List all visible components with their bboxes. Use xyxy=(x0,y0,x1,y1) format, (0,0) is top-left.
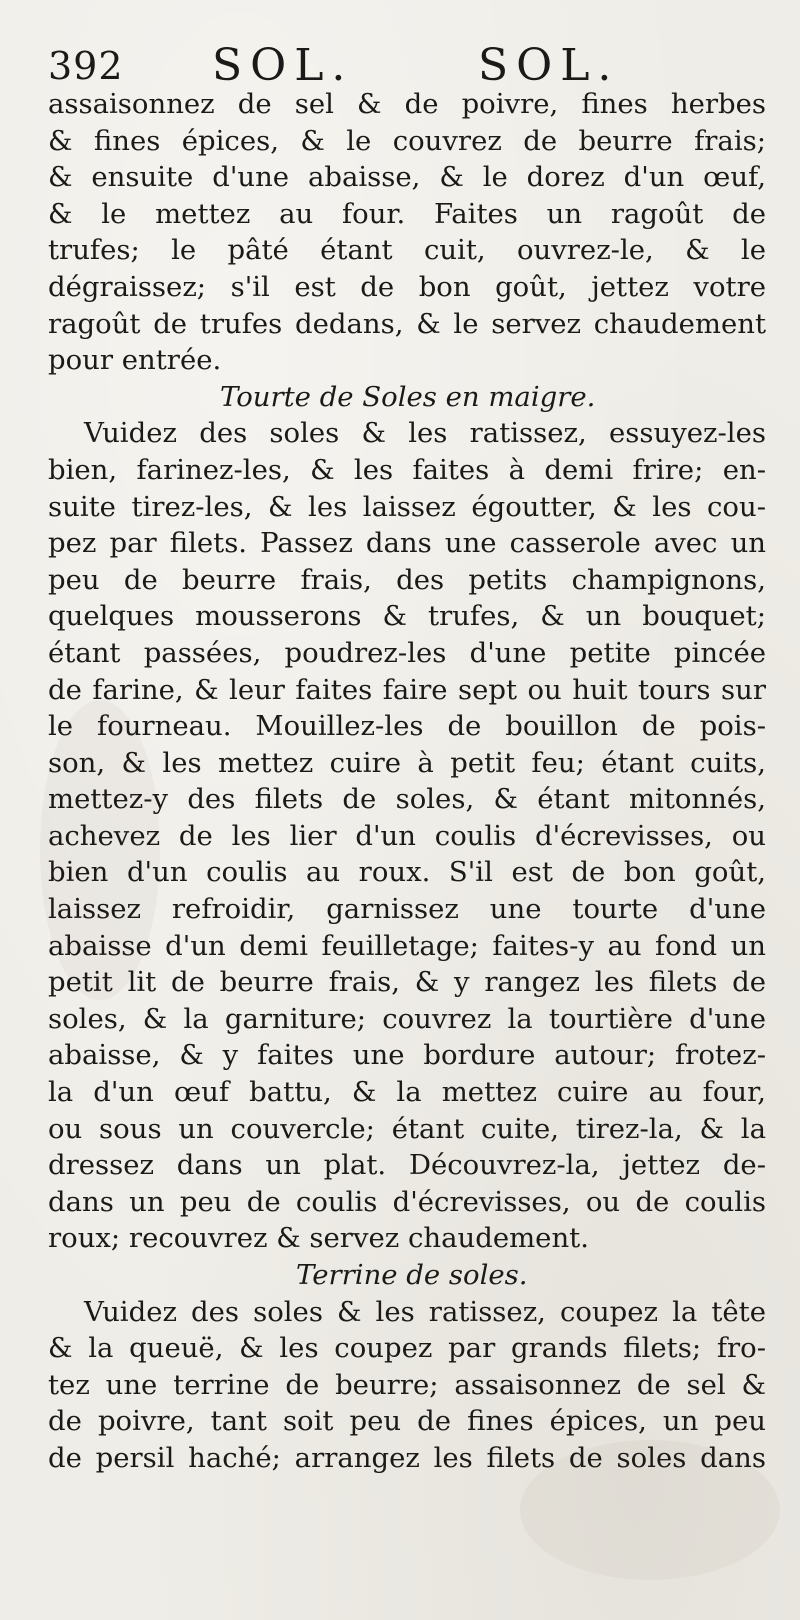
text-line: achevez de les lier d'un coulis d'écrevisses, ou xyxy=(48,819,766,852)
text-line: la d'un œuf battu, & la mettez cuire au four, xyxy=(48,1076,766,1109)
text-line: quelques mousserons & trufes, & un bouquet; xyxy=(48,600,766,633)
text-line: Vuidez des soles & les ratissez, coupez la tête xyxy=(84,1295,766,1328)
text-line: & le mettez au four. Faites un ragoût de xyxy=(48,197,766,230)
body-text xyxy=(48,86,766,1477)
text-line: & fines épices, & le couvrez de beurre frais; xyxy=(48,124,766,157)
text-line: dans un peu de coulis d'écrevisses, ou de coulis xyxy=(48,1185,766,1218)
text-line: ou sous un couvercle; étant cuite, tirez-la, & la xyxy=(48,1112,766,1145)
text-line: roux; recouvrez & servez chaudement. xyxy=(48,1222,589,1255)
text-line: peu de beurre frais, des petits champignons, xyxy=(48,563,766,596)
text-line: abaisse, & y faites une bordure autour; frotez- xyxy=(48,1039,766,1072)
page-header xyxy=(48,40,748,90)
text-line: bien, farinez-les, & les faites à demi frire; en- xyxy=(48,453,766,486)
text-line: & la queuë, & les coupez par grands filets; fro- xyxy=(48,1332,766,1365)
text-line: soles, & la garniture; couvrez la tourtière d'une xyxy=(48,1002,766,1035)
text-line: & ensuite d'une abaisse, & le dorez d'un œuf, xyxy=(48,161,766,194)
text-line: de persil haché; arrangez les filets de soles dans xyxy=(48,1441,766,1474)
text-line: de poivre, tant soit peu de fines épices, un peu xyxy=(48,1405,766,1438)
text-line: Vuidez des soles & les ratissez, essuyez-les xyxy=(84,417,766,450)
text-line: petit lit de beurre frais, & y rangez les filets de xyxy=(48,966,766,999)
text-line: tez une terrine de beurre; assaisonnez de sel & xyxy=(48,1368,766,1401)
text-line: laissez refroidir, garnissez une tourte d'une xyxy=(48,893,766,926)
running-head-left: SOL. xyxy=(212,40,354,91)
text-line: de farine, & leur faites faire sept ou huit tours sur xyxy=(48,673,766,706)
recipe-heading: Tourte de Soles en maigre. xyxy=(220,380,596,413)
text-line: le fourneau. Mouillez-les de bouillon de pois- xyxy=(48,710,766,743)
text-line: ragoût de trufes dedans, & le servez chaudement xyxy=(48,307,766,340)
text-line: son, & les mettez cuire à petit feu; étant cuits, xyxy=(48,746,766,779)
text-line: pez par filets. Passez dans une casserole avec un xyxy=(48,527,766,560)
text-line: trufes; le pâté étant cuit, ouvrez-le, & le xyxy=(48,234,766,267)
recipe-heading: Terrine de soles. xyxy=(296,1259,528,1291)
text-line: mettez-y des filets de soles, & étant mitonnés, xyxy=(48,783,766,816)
running-head-right: SOL. xyxy=(478,40,620,91)
text-line: abaisse d'un demi feuilletage; faites-y au fond un xyxy=(48,929,766,962)
text-line: pour entrée. xyxy=(48,344,222,377)
text-line: suite tirez-les, & les laissez égoutter, & les cou- xyxy=(48,490,766,523)
page-number: 392 xyxy=(48,44,124,88)
text-line: dégraissez; s'il est de bon goût, jettez votre xyxy=(48,270,766,303)
text-line: assaisonnez de sel & de poivre, fines herbes xyxy=(48,88,766,120)
text-line: bien d'un coulis au roux. S'il est de bon goût, xyxy=(48,856,766,889)
text-line: dressez dans un plat. Découvrez-la, jettez de- xyxy=(48,1149,766,1182)
text-line: étant passées, poudrez-les d'une petite pincée xyxy=(48,636,766,669)
